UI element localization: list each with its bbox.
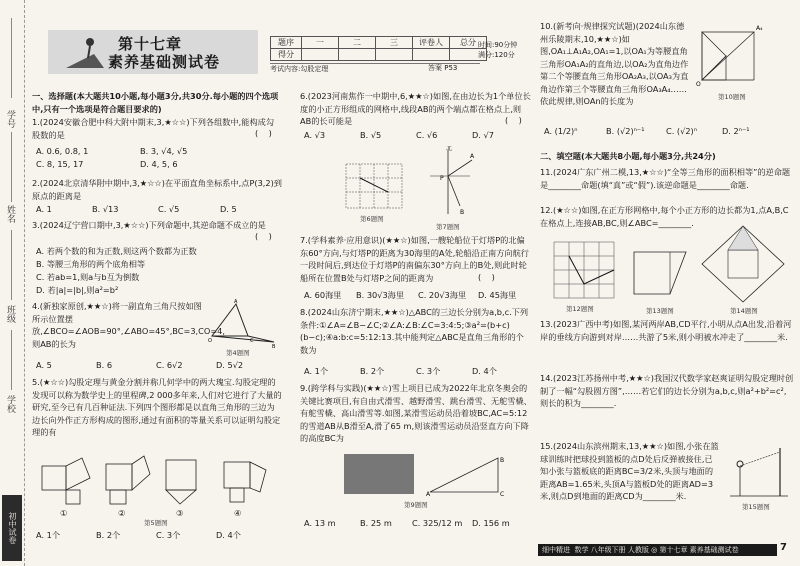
section-heading-choice: 一、选择题(本大题共10小题,每小题3分,共30分.每小题的四个选项中,只有一个选项是符合题目要求的) (32, 91, 279, 114)
binding-label-class: 班级 (5, 305, 15, 323)
score-cell: 得分 (271, 49, 302, 61)
figure-4-diagram (208, 298, 278, 348)
question-1: 1.(2024安徽合肥中科大附中期末,3,★☆☆)下列各组数中,能构成勾股数的是 (32, 117, 275, 140)
section-heading-fill: 二、填空题(本大题共8小题,每小题3分,共24分) (540, 151, 716, 161)
binding-strip (0, 0, 25, 566)
svg-text:A: A (470, 153, 475, 160)
answer-blank[interactable]: ( ) (505, 115, 522, 125)
figure-6-caption: 第6题图 (360, 215, 384, 223)
figure-9-caption: 第9题图 (404, 501, 428, 509)
option: D. 4个 (472, 366, 497, 376)
svg-text:P: P (440, 175, 444, 182)
option: A. 1个 (36, 530, 61, 540)
binding-line (11, 330, 12, 390)
option: D. 4个 (216, 530, 241, 540)
figure-14-square (700, 224, 786, 304)
option: D. √7 (472, 130, 494, 140)
option: A. 若两个数的和为正数,则这两个数都为正数 (36, 246, 197, 256)
option: A. 1个 (304, 366, 329, 376)
binding-label-id: 学号 (5, 110, 15, 128)
score-cell: 三 (376, 37, 413, 49)
footer-brand: 细中精进 (542, 546, 570, 554)
score-cell: 总分 (450, 37, 487, 49)
question-4: 4.(新独家原创,★★☆)将一副直角三角尺按如图所示位置摆放,∠BCO=∠AOB=90°,∠ABO=45°,BC=3,CO=4,则AB的长为 (32, 301, 225, 349)
svg-text:C: C (500, 491, 505, 496)
question-10: 10.(新考向·规律探究试题)(2024山东德州乐陵期末,10,★★☆)如图,OA₁⊥A₁A₂,OA₁=1,以OA₁为等腰直角三角形OA₁A₂的直角边,以OA₂为直角边作第二个等腰直角三角形OA₂A₃,以OA₃为直角边作第三个等腰直角三角形OA₃A₄……依此规律,则OAn的长度为 (540, 21, 689, 106)
svg-text:北: 北 (446, 146, 453, 152)
option: A. √3 (304, 130, 326, 140)
figure-5-diagrams (40, 452, 280, 508)
option: B. 2个 (360, 366, 385, 376)
option: D. 若|a|=|b|,则a²=b² (36, 285, 119, 295)
svg-text:A: A (426, 491, 431, 496)
figure-15-caption: 第15题图 (742, 503, 770, 511)
score-note: 满分:120分 (478, 51, 515, 59)
binding-line (11, 230, 12, 300)
skier-photo (344, 454, 414, 494)
score-cell: 评卷人 (413, 37, 450, 49)
option: A. 0.6, 0.8, 1 (36, 146, 89, 156)
binding-label-name: 姓名 (5, 205, 15, 223)
circle-label: ① (60, 508, 68, 518)
circle-label: ④ (234, 508, 242, 518)
question-15: 15.(2024山东滨州期末,13,★★☆)如图,小张在篮球训练时把球投到篮板的点D处后反弹被接住,已知小张与篮板底的距离BC=3/2米,头顶与地面的距离AB=1.65米,头顶A与篮板D处的距离AD=3米,则点D到地面的距离CD为________米. (540, 441, 719, 501)
option: B. 2个 (96, 530, 121, 540)
option: C. 20√3海里 (418, 290, 467, 300)
option: B. 3, √4, √5 (140, 146, 188, 156)
option: A. 5 (36, 360, 52, 370)
question-7: 7.(学科素养·应用意识)(★★☆)如图,一艘轮船位于灯塔P的北偏东60°方向,与灯塔P的距离为30海里的A处,轮船沿正南方向航行一段时间后,到达位于灯塔P的南偏东30°方向上的B处,则此时轮船所在位置B处与灯塔P之间的距离为 (300, 235, 529, 283)
side-logo: 初中试卷 (2, 495, 22, 561)
option: D. 5√2 (216, 360, 244, 370)
svg-text:O: O (696, 81, 701, 88)
answer-blank[interactable]: ( ) (255, 231, 272, 241)
score-input[interactable] (302, 49, 339, 61)
figure-13-river (630, 244, 690, 302)
binding-label-school: 学校 (5, 395, 15, 413)
option: B. (√2)ⁿ⁻¹ (606, 126, 645, 136)
svg-text:B: B (460, 209, 465, 216)
svg-text:A₄: A₄ (756, 25, 763, 32)
option: B. 25 m (360, 518, 392, 528)
answer-blank[interactable]: ( ) (255, 128, 272, 138)
option: A. 13 m (304, 518, 336, 528)
figure-12-grid (552, 240, 616, 302)
option: B. 6 (96, 360, 113, 370)
figure-10-caption: 第10题图 (718, 93, 746, 101)
time-score-note (478, 40, 517, 60)
figure-15-basketball (728, 446, 790, 500)
score-cell: 二 (339, 37, 376, 49)
option: D. 4, 5, 6 (140, 159, 178, 169)
figure-7-compass (420, 146, 480, 218)
score-cell: 题序 (271, 37, 302, 49)
page-number: 7 (780, 542, 787, 553)
question-2: 2.(2024北京清华附中期中,3,★☆☆)在平面直角坐标系中,点P(3,2)到原点的距离是 (32, 178, 282, 201)
score-table (270, 36, 487, 61)
figure-7-caption: 第7题图 (436, 223, 460, 231)
option: B. 30√3海里 (356, 290, 405, 300)
page-footer (538, 544, 777, 556)
score-input[interactable] (376, 49, 413, 61)
option: B. √5 (360, 130, 382, 140)
question-13: 13.(2023广西中考)如图,某河两岸AB,CD平行,小明从点A出发,沿着河岸的垂线方向游到对岸……共游了5米,则小明被水冲走了________米. (540, 319, 792, 342)
option: D. 5 (220, 204, 237, 214)
svg-text:C: C (250, 338, 254, 344)
question-14: 14.(2023江苏扬州中考,★★☆)我国汉代数学家赵爽证明勾股定理时创制了一幅“勾股圆方图”,……若它们的边长分别为a,b,c,则a²+b²=c²,则长的积为________. (540, 373, 794, 408)
option: D. 2ⁿ⁻¹ (722, 126, 750, 136)
chapter-subtitle: 素养基础测试卷 (108, 53, 221, 71)
svg-text:B: B (500, 457, 505, 464)
option: C. 3个 (156, 530, 181, 540)
option: A. 1 (36, 204, 52, 214)
option: B. 等腰三角形的两个底角相等 (36, 259, 146, 269)
time-note: 时间:90分钟 (478, 41, 518, 49)
option: C. √5 (158, 204, 180, 214)
answer-reference: 答案 P53 (428, 64, 458, 72)
svg-text:O: O (208, 338, 212, 344)
figure-6-grid (344, 162, 404, 210)
svg-text:A: A (234, 299, 238, 305)
svg-text:B: B (272, 344, 276, 348)
option: D. 45海里 (478, 290, 517, 300)
answer-blank[interactable]: ( ) (478, 272, 495, 282)
question-8: 8.(2024山东济宁期末,★★☆)△ABC的三边长分别为a,b,c.下列条件:①∠A=∠B−∠C;②∠A:∠B:∠C=3:4:5;③a²=(b+c)(b−c);④a:b:c=5:12:13.其中能判定△ABC是直角三角形的个数为 (300, 307, 529, 355)
option: B. √13 (92, 204, 119, 214)
option: A. (1/2)ⁿ (544, 126, 578, 136)
question-3: 3.(2024辽宁营口期中,3,★☆☆)下列命题中,其逆命题不成立的是 (32, 220, 266, 230)
binding-line (11, 132, 12, 202)
figure-12-caption: 第12题图 (566, 305, 594, 313)
question-9: 9.(跨学科与实践)(★★☆)雪上项目已成为2022年北京冬奥会的关键比赛项目,有自由式滑雪、越野滑雪、跳台滑雪、无舵雪橇、有舵雪橇、高山滑雪等.如图,某滑雪运动员沿着坡BC,AC=5:12的雪道AB从B滑至A,滑了65 m,则该滑雪运动员沿竖直方向下降的高度BC为 (300, 383, 532, 443)
binding-line (11, 18, 12, 98)
score-cell: 一 (302, 37, 339, 49)
knowledge-point: 考试内容:勾股定理 (270, 63, 480, 72)
figure-5-caption: 第5题图 (144, 519, 168, 527)
chapter-figure-icon (64, 34, 108, 70)
option: A. 60海里 (304, 290, 342, 300)
option: C. 325/12 m (412, 518, 463, 528)
option: C. 8, 15, 17 (36, 159, 84, 169)
option: C. 3个 (416, 366, 441, 376)
figure-10-spiral (694, 22, 768, 90)
figure-14-caption: 第14题图 (730, 307, 758, 315)
circle-label: ② (118, 508, 126, 518)
question-6: 6.(2023河南焦作一中期中,6,★★☆)如图,在由边长为1个单位长度的小正方形组成的网格中,线段AB的两个端点都在格点上,则AB的长可能是 (300, 91, 531, 126)
score-input[interactable] (339, 49, 376, 61)
option: C. 6√2 (156, 360, 183, 370)
score-input[interactable] (413, 49, 450, 61)
option: C. (√2)ⁿ (666, 126, 697, 136)
circle-label: ③ (176, 508, 184, 518)
option: C. √6 (416, 130, 438, 140)
figure-4-caption: 第4题图 (226, 349, 250, 357)
option: D. 156 m (472, 518, 510, 528)
figure-13-caption: 第13题图 (646, 307, 674, 315)
question-11: 11.(2024广东广州二模,13,★☆☆)“全等三角形的面积相等”的逆命题是________命题(填“真”或“假”).该逆命题是________命题. (540, 167, 791, 190)
option: C. 若ab=1,则a与b互为倒数 (36, 272, 140, 282)
figure-9-slope (426, 454, 506, 496)
footer-text: 数学 八年级下册 人教版 ◎ 第十七章 素养基础测试卷 (574, 546, 739, 554)
question-5: 5.(★☆☆)勾股定理与黄金分割并称几何学中的两大瑰宝.勾股定理的发现可以称为数学史上的里程碑,2 000多年来,人们对它进行了大量的研究,至今已有几百种证法.下列四个图形都是以直角三角形的三边为边长向外作正方形构成的图形,通过有面积的等量关系可以证明勾股定理的有 (32, 377, 282, 437)
question-12: 12.(★☆☆)如图,在正方形网格中,每个小正方形的边长都为1,点A,B,C在格点上,连接AB,BC,则∠ABC=________. (540, 205, 789, 228)
chapter-title: 第十七章 (118, 35, 183, 53)
